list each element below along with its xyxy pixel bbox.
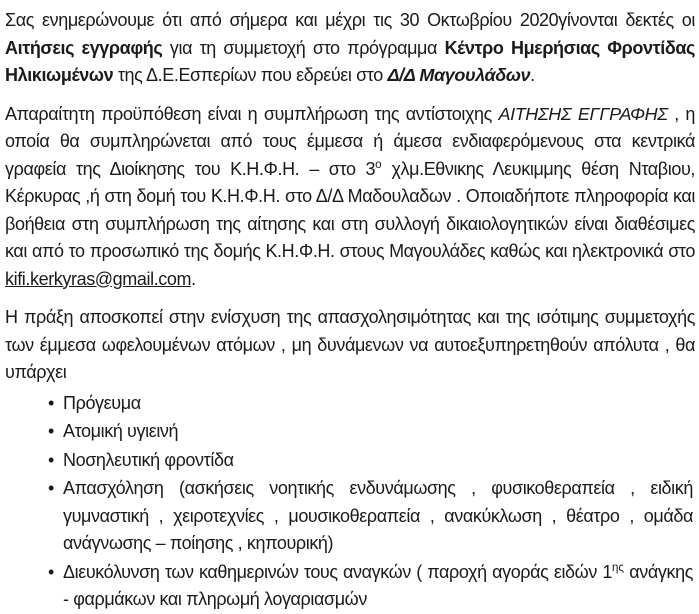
email-link[interactable]: kifi.kerkyras@gmail.com xyxy=(5,268,192,289)
text-run: . xyxy=(191,268,196,289)
text-run: . xyxy=(530,65,535,85)
superscript-ordinal: ης xyxy=(611,561,624,574)
text-run: Η πράξη αποσκοπεί στην ενίσχυση της απασχολησιμότητας και της ισότιμης συμμετοχής των έμμεσα ωφελουμένων ατόμων , μη δυνάμενων να αυτοεξυπηρετηθούν απόλυτα , θα υπάρχει xyxy=(5,307,695,382)
list-item-personal-hygiene xyxy=(63,418,693,446)
list-item-text: Ατομική υγιεινή xyxy=(63,421,179,441)
paragraph-purpose xyxy=(5,304,695,387)
list-item-text: ανάγκης - φαρμάκων και πληρωμή λογαριασμών xyxy=(63,561,693,609)
list-item-text: Πρόγευμα xyxy=(63,392,141,413)
text-run: Απαραίτητη προϋπόθεση είναι η συμπλήρωση της αντίστοιχης xyxy=(5,103,499,124)
bold-run-program-name: Κέντρο Ημερήσιας Φροντίδας Ηλικιωμένων xyxy=(5,37,695,85)
text-run: χλμ.Εθνικης Λευκιμμης θέση Νταβιου, Κέρκυρας ,ή στη δομή του Κ.Η.Φ.Η. στο Δ/Δ Μαδουλαδων . Οποιαδήποτε πληροφορία και βοήθεια στη συμπλήρωση της αίτησης και στη συλλογή δικαιολογητικών είναι διαθέσιμες και από το προσωπικό της δομής Κ.Η.Φ.Η. στους Μαγουλάδες καθώς και ηλεκτρονικά στο xyxy=(5,158,696,261)
list-item-daily-needs xyxy=(63,559,693,614)
bold-run-applications: Αιτήσεις εγγραφής xyxy=(5,37,163,58)
bold-italic-run-location: Δ/Δ Μαγουλάδων xyxy=(387,65,531,85)
list-item-activities xyxy=(63,475,693,558)
list-item-text: Νοσηλευτική φροντίδα xyxy=(63,449,234,470)
paragraph-announcement xyxy=(5,7,695,90)
superscript-ordinal: ο xyxy=(375,158,382,171)
text-run: για τη συμμετοχή στο πρόγραμμα xyxy=(162,37,445,58)
text-run: της Δ.Ε.Εσπερίων που εδρεύει στο xyxy=(113,65,388,85)
benefits-list xyxy=(5,390,695,614)
list-item-text: Απασχόληση (ασκήσεις νοητικής ενδυνάμωσης , φυσικοθεραπεία , ειδική γυμναστική , χειροτεχνίες , μουσικοθεραπεία , ανακύκλωση , θέατρο , ομάδα ανάγνωσης – ποίησης , κηπουρική) xyxy=(63,478,693,553)
list-item-text: Διευκόλυνση των καθημερινών τους αναγκών ( παροχή αγοράς ειδών 1 xyxy=(63,561,612,582)
list-item-breakfast xyxy=(63,390,693,418)
italic-run-application-form: ΑΙΤΗΣΗΣ ΕΓΓΡΑΦΗΣ xyxy=(498,103,668,124)
paragraph-requirements xyxy=(5,101,695,294)
list-item-nursing-care xyxy=(63,447,693,475)
text-run: Σας ενημερώνουμε ότι από σήμερα και μέχρι τις 30 Οκτωβρίου 2020γίνονται δεκτές οι xyxy=(5,10,695,30)
text-run: , η οποία θα συμπληρώνεται από τους έμμεσα ή άμεσα ενδιαφερόμενους στα κεντρικά γραφεία της Διοίκησης του Κ.Η.Φ.Η. – στο 3 xyxy=(5,103,695,179)
